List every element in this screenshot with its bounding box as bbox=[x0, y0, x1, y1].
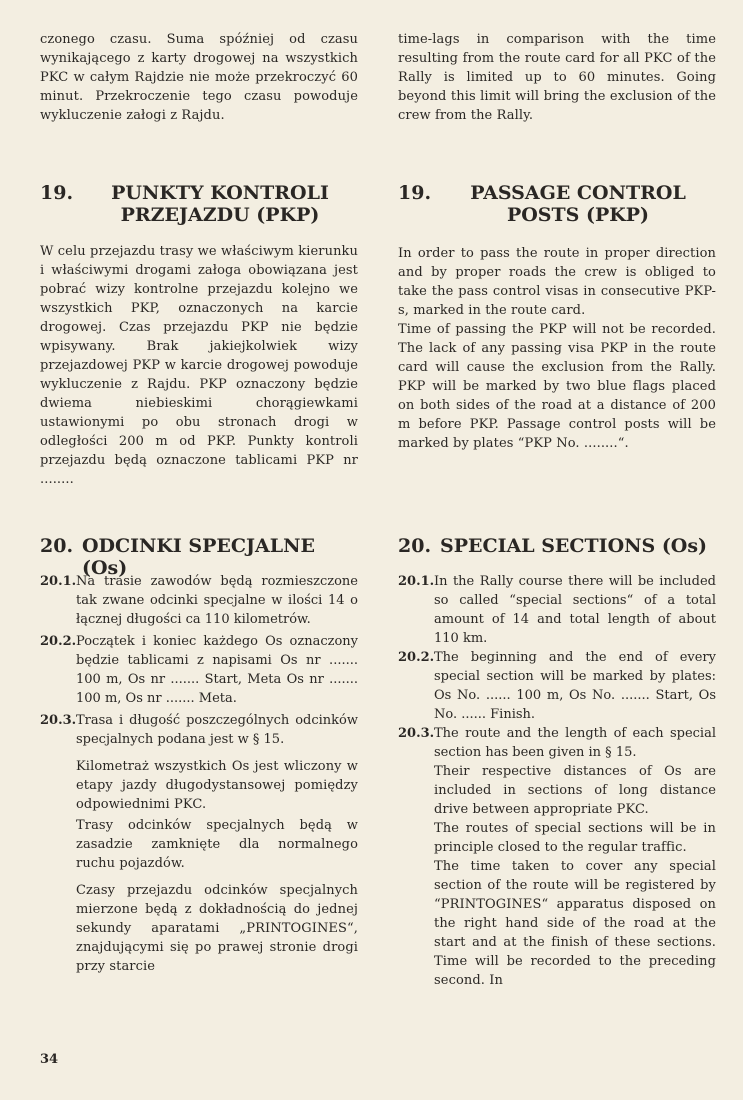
right-para-timing: The time taken to cover any special section of the route will be registered by “PRINTOGINES“ apparatus disposed on the right hand side of the road at the start and at the finish of these sections. Time will be recorded to the preceding second. In bbox=[434, 859, 716, 988]
right-section-19-heading bbox=[398, 182, 716, 226]
left-item-number: 20.2. bbox=[40, 634, 77, 649]
right-item-text: The beginning and the end of every special section will be marked by plates: Os No. ...... 100 m, Os No. ....... Start, Os No. ...... Finish. bbox=[434, 650, 716, 722]
right-item-20-1 bbox=[398, 572, 716, 648]
right-item-text: In the Rally course there will be included so called “special sections“ of a total amount of 14 and total length of about 110 km. bbox=[434, 574, 716, 646]
right-section-19-body bbox=[398, 244, 716, 453]
right-section-20-number: 20. bbox=[398, 535, 432, 557]
left-intro-paragraph: czonego czasu. Suma spóźniej od czasu wynikającego z karty drogowej na wszystkich PKC w całym Rajdzie nie może przekroczyć 60 minut. Przekroczenie tego czasu powoduje wykluczenie załogi z Rajdu. bbox=[40, 32, 358, 123]
left-para-closed-roads: Trasy odcinków specjalnych będą w zasadzie zamknięte dla normalnego ruchu pojazdów. bbox=[76, 818, 358, 871]
left-para-mileage: Kilometraż wszystkich Os jest wliczony w etapy jazdy długodystansowej pomiędzy odpowiednimi PKC. bbox=[76, 759, 358, 812]
left-section-19-heading bbox=[40, 182, 358, 226]
right-section-19-body-1: In order to pass the route in proper direction and by proper roads the crew is obliged to take the pass control visas in consecutive PKP-s, marked in the route card. bbox=[398, 246, 716, 318]
left-section-19-body: W celu przejazdu trasy we właściwym kierunku i właściwymi drogami załoga obowiązana jest pobrać wizy kontrolne przejazdu kolejno we wszystkich PKP, oznaczonych na karcie drogowej. Czas przejazdu PKP nie będzie wpisywany. Brak jakiejkolwiek wizy przejazdowej PKP w karcie drogowej powoduje wykluczenie z Rajdu. PKP oznaczony będzie dwiema niebieskimi chorągiewkami ustawionymi po obu stronach drogi w odległości 200 m od PKP. Punkty kontroli przejazdu będą oznaczone tablicami PKP nr ........ bbox=[40, 244, 358, 487]
left-item-20-2 bbox=[40, 632, 358, 708]
left-item-20-3 bbox=[40, 711, 358, 749]
left-section-20-number: 20. bbox=[40, 535, 74, 557]
right-para-distances: Their respective distances of Os are included in sections of long distance drive between appropriate PKC. bbox=[434, 764, 716, 817]
right-item-number: 20.2. bbox=[398, 650, 435, 665]
right-item-number: 20.1. bbox=[398, 574, 435, 589]
right-section-19-body-2: Time of passing the PKP will not be recorded. The lack of any passing visa PKP in the route card will cause the exclusion from the Rally. PKP will be marked by two blue flags placed on both sides of the road at a distance of 200 m before PKP. Passage control posts will be marked by plates “PKP No. ........“. bbox=[398, 322, 716, 451]
right-item-number: 20.3. bbox=[398, 726, 435, 741]
right-para-closed-roads: The routes of special sections will be in principle closed to the regular traffic. bbox=[434, 821, 716, 855]
right-intro-paragraph: time-lags in comparison with the time resulting from the route card for all PKC of the Rally is limited up to 60 minutes. Going beyond this limit will bring the exclusion of the crew from the Rally. bbox=[398, 32, 716, 123]
right-section-20-list bbox=[398, 572, 716, 990]
left-para-timing: Czasy przejazdu odcinków specjalnych mierzone będą z dokładnością do jednej sekundy aparatami „PRINTOGINES“, znajdującymi się po prawej stronie drogi przy starcie bbox=[76, 883, 358, 974]
page-number: 34 bbox=[40, 1052, 59, 1067]
right-item-text: The route and the length of each special section has been given in § 15. bbox=[434, 726, 716, 760]
left-item-20-1 bbox=[40, 572, 358, 629]
left-section-20-list bbox=[40, 572, 358, 976]
left-section-20-title: ODCINKI SPECJALNE (Os) bbox=[82, 535, 315, 579]
right-item-20-3 bbox=[398, 724, 716, 762]
right-section-20-title: SPECIAL SECTIONS (Os) bbox=[440, 535, 708, 557]
left-section-19-title: PUNKTY KONTROLI PRZEJAZDU (PKP) bbox=[111, 182, 329, 226]
left-section-19-number: 19. bbox=[40, 182, 74, 204]
right-section-19-number: 19. bbox=[398, 182, 432, 204]
left-item-number: 20.3. bbox=[40, 713, 77, 728]
left-item-text: Początek i koniec każdego Os oznaczony będzie tablicami z napisami Os nr ....... 100 m, Os nr ....... Start, Meta Os nr ....... 100 m, Os nr ....... Meta. bbox=[76, 634, 358, 706]
left-item-text: Trasa i długość poszczególnych odcinków specjalnych podana jest w § 15. bbox=[76, 713, 358, 747]
right-section-19-title: PASSAGE CONTROL POSTS (PKP) bbox=[470, 182, 686, 226]
right-item-20-2 bbox=[398, 648, 716, 724]
right-section-20-heading bbox=[398, 535, 716, 557]
left-item-number: 20.1. bbox=[40, 574, 77, 589]
left-item-text: Na trasie zawodów będą rozmieszczone tak zwane odcinki specjalne w ilości 14 o łącznej długości ca 110 kilometrów. bbox=[76, 574, 358, 627]
